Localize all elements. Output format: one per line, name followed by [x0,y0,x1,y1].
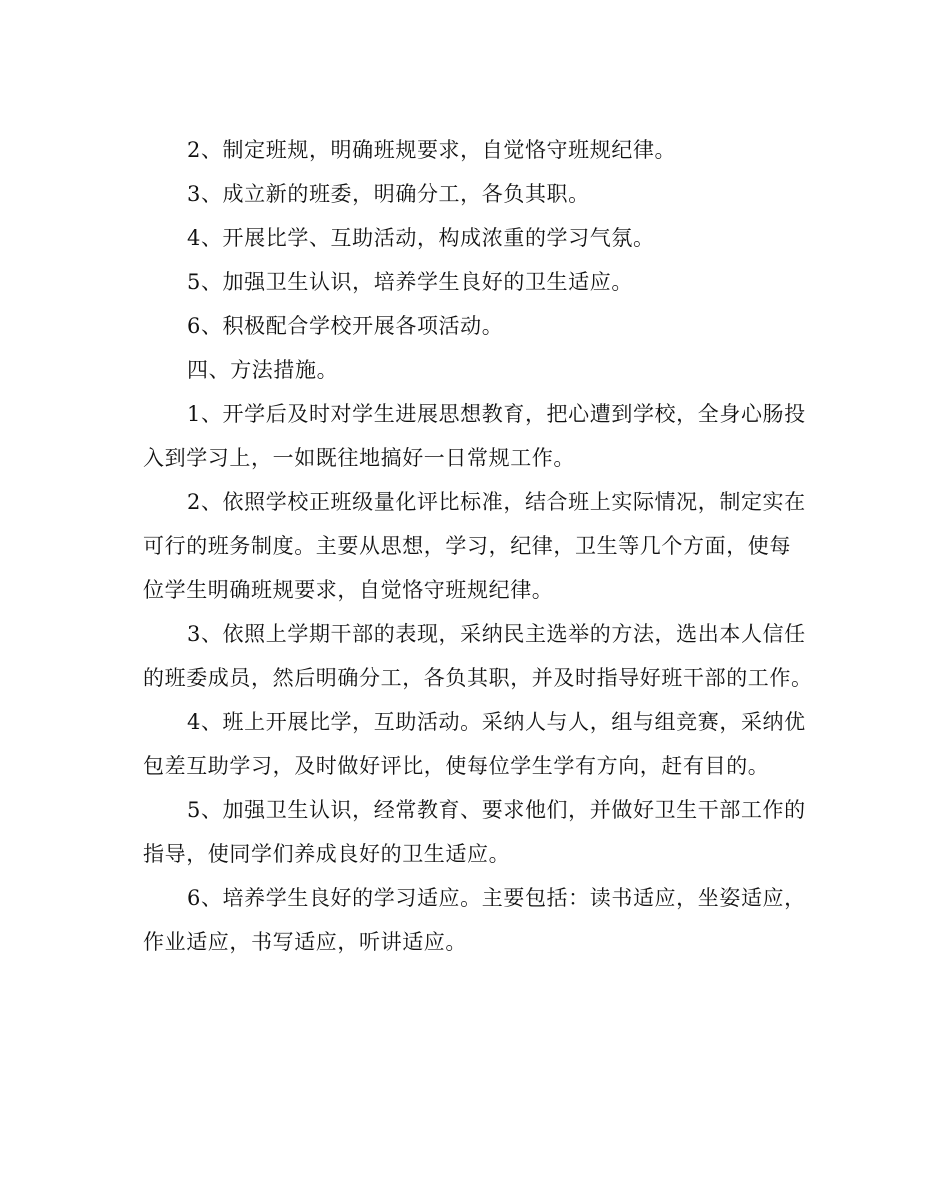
text-line: 3、成立新的班委，明确分工，各负其职。 [187,182,590,206]
text-line: 2、依照学校正班级量化评比标准，结合班上实际情况，制定实在 [187,490,806,514]
text-line: 3、依照上学期干部的表现，采纳民主选举的方法，选出本人信任 [187,622,806,646]
paragraph-item-4 [143,260,808,304]
text-line: 1、开学后及时对学生进展思想教育，把心遭到学校，全身心肠投 [187,402,806,426]
text-line: 指导，使同学们养成良好的卫生适应。 [143,842,511,866]
section-heading [143,348,808,392]
text-line: 4、班上开展比学，互助活动。采纳人与人，组与组竞赛，采纳优 [187,710,806,734]
paragraph-item-1 [143,128,808,172]
text-line: 的班委成员，然后明确分工，各负其职，并及时指导好班干部的工作。 [143,666,813,690]
text-line: 6、培养学生良好的学习适应。主要包括：读书适应，坐姿适应， [187,886,806,910]
text-line: 作业适应，书写适应，听讲适应。 [143,930,467,954]
text-line: 入到学习上，一如既往地搞好一日常规工作。 [143,446,575,470]
document-page [143,128,813,964]
paragraph-measure-3 [143,612,813,700]
text-line: 5、加强卫生认识，培养学生良好的卫生适应。 [187,270,633,294]
text-line: 位学生明确班规要求，自觉恪守班规纪律。 [143,578,554,602]
paragraph-measure-5 [143,788,808,876]
paragraph-measure-1 [143,392,808,480]
paragraph-measure-4 [143,700,808,788]
text-line: 5、加强卫生认识，经常教育、要求他们，并做好卫生干部工作的 [187,798,806,822]
text-line: 四、方法措施。 [187,358,339,382]
paragraph-item-2 [143,172,808,216]
paragraph-measure-2 [143,480,808,612]
text-line: 4、开展比学、互助活动，构成浓重的学习气氛。 [187,226,655,250]
text-line: 6、积极配合学校开展各项活动。 [187,314,504,338]
text-line: 包差互助学习，及时做好评比，使每位学生学有方向，赶有目的。 [143,754,770,778]
paragraph-item-5 [143,304,808,348]
paragraph-item-3 [143,216,808,260]
text-line: 可行的班务制度。主要从思想，学习，纪律，卫生等几个方面，使每 [143,534,791,558]
text-line: 2、制定班规，明确班规要求，自觉恪守班规纪律。 [187,138,677,162]
paragraph-measure-6 [143,876,808,964]
